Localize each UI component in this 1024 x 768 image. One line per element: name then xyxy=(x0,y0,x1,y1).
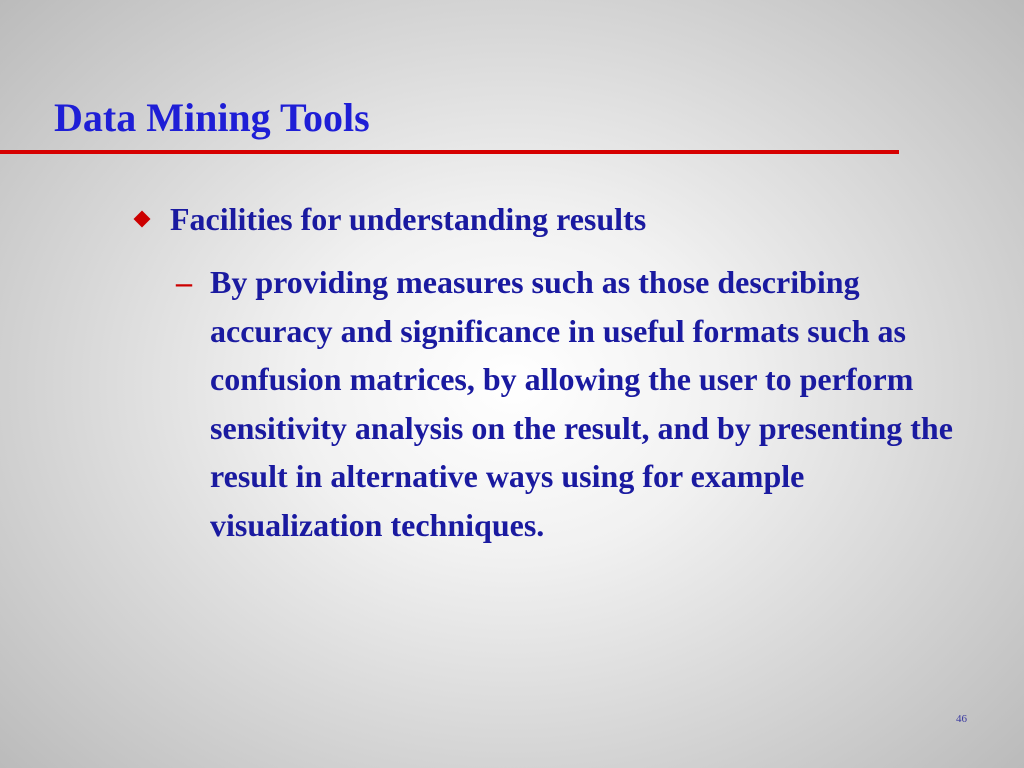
dash-bullet-icon: – xyxy=(176,264,192,300)
sub-bullet-item xyxy=(176,258,966,549)
bullet-text: Facilities for understanding results xyxy=(170,201,647,237)
diamond-bullet-icon xyxy=(134,211,151,228)
title-underline xyxy=(0,150,899,154)
slide-title: Data Mining Tools xyxy=(54,95,370,140)
sub-bullet-text: By providing measures such as those describing accuracy and significance in useful formats such as confusion matrices, by allowing the user to perform sensitivity analysis on the result, and by presenting the result in alternative ways using for example visualization techniques. xyxy=(210,264,953,543)
bullet-item xyxy=(128,200,646,238)
page-number: 46 xyxy=(956,713,967,725)
